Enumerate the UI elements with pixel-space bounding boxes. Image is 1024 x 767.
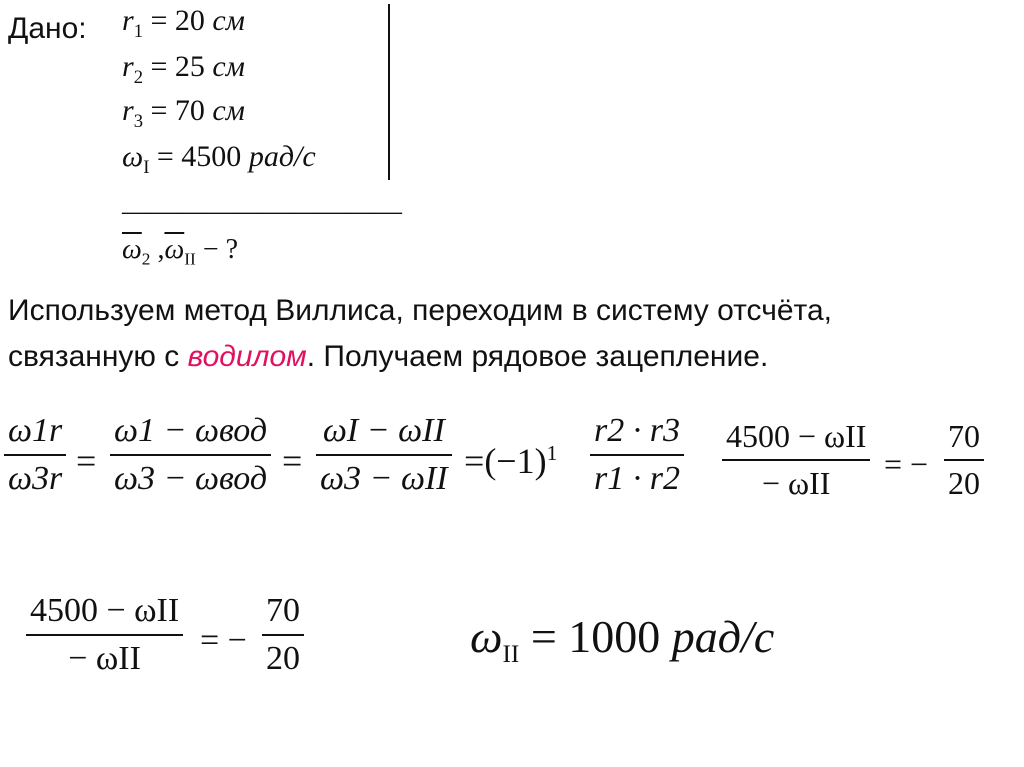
given-divider: [388, 4, 390, 180]
eq3-sign: = −: [200, 622, 247, 659]
eq3-fraction: 4500 − ωII − ωII: [26, 592, 183, 678]
find-line: $\overline{\omega}_2$ $,\overline{\omega}_{II}$ − ?: [122, 234, 239, 269]
eq2-sign: = −: [884, 446, 929, 482]
eq1-equals-3: $=(-1)^1$: [464, 441, 558, 481]
eq1-equals-1: =: [76, 441, 97, 481]
paragraph-line-2: связанную с водилом. Получаем рядовое зацепление.: [8, 340, 769, 373]
eq2-fraction: 4500 − ωII − ωII: [722, 418, 870, 502]
eq2-ratio: 70 20: [944, 418, 984, 502]
given-r3: $r_3 = 70$ см: [122, 94, 245, 132]
given-separator: ——————————: [122, 196, 402, 227]
given-omega1: $\omega_I = 4500$ рад/с: [122, 140, 316, 178]
given-r1: $r_1 = 20$ см: [122, 4, 245, 42]
eq1-fraction-2: ω1 − ωвод ω3 − ωвод: [110, 412, 271, 498]
result-equation: $\omega_{II} = 1000$ рад/с: [470, 611, 775, 669]
eq1-fraction-4: r2 · r3 r1 · r2: [590, 412, 684, 498]
eq1-equals-2: =: [282, 441, 303, 481]
eq1-fraction-3: ωI − ωII ω3 − ωII: [316, 412, 452, 498]
highlight-term: водилом: [187, 340, 307, 373]
paragraph-line-1: Используем метод Виллиса, переходим в систему отсчёта,: [8, 294, 832, 327]
method-paragraph: [8, 288, 1008, 380]
given-r2: $r_2 = 25$ см: [122, 50, 245, 88]
given-label: Дано:: [8, 12, 87, 45]
eq3-ratio: 70 20: [262, 592, 304, 678]
eq1-fraction-1: ω1r ω3r: [4, 412, 66, 498]
